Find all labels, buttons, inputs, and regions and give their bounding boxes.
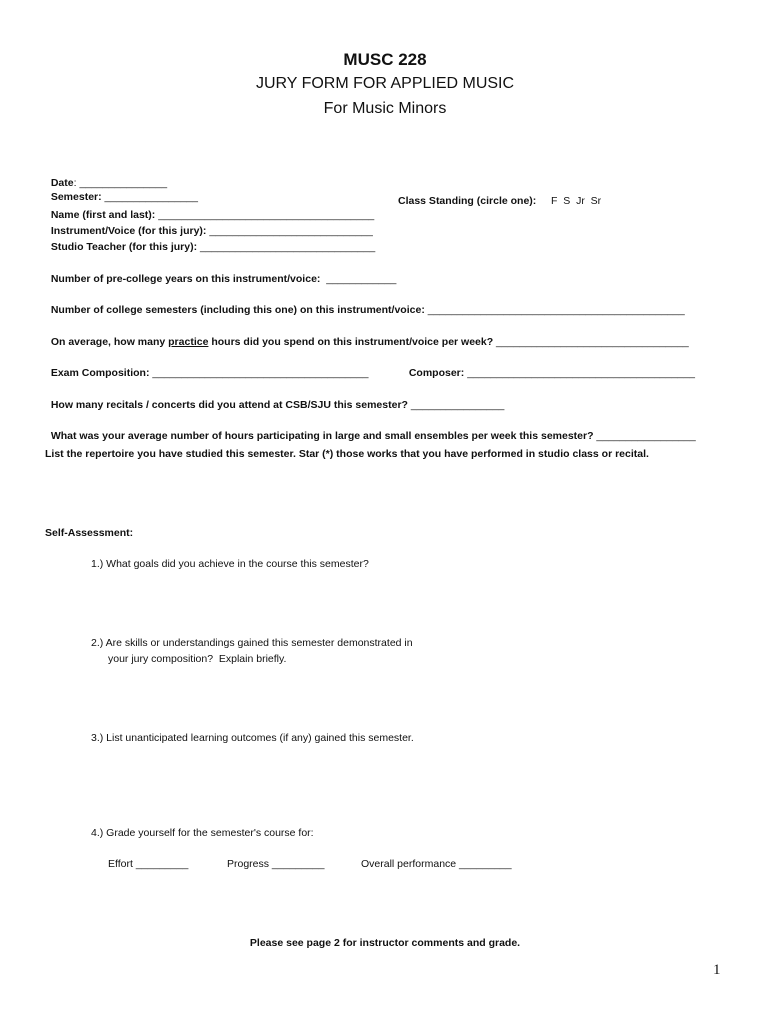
practice-prefix: On average, how many xyxy=(50,336,169,348)
practice-row xyxy=(45,321,689,349)
precollege-label: Number of pre-college years on this instrument/voice: xyxy=(50,273,321,285)
practice-field[interactable]: _________________________________ xyxy=(493,336,689,348)
class-standing-options[interactable]: F S Jr Sr xyxy=(551,195,602,207)
semester-field[interactable]: ________________ xyxy=(101,191,198,203)
recitals-field[interactable]: ________________ xyxy=(407,399,505,411)
exam-composition-label: Exam Composition: xyxy=(50,367,150,379)
precollege-row xyxy=(45,258,396,286)
composer-label: Composer: xyxy=(408,367,465,379)
repertoire-instructions: List the repertoire you have studied this semester. Star (*) those works that you have performed in studio class or recital. xyxy=(45,448,649,460)
question-3-answer-area[interactable] xyxy=(91,748,721,818)
ensembles-field[interactable]: _________________ xyxy=(593,430,696,442)
question-2-answer-area[interactable] xyxy=(91,670,721,726)
class-standing-label: Class Standing (circle one): xyxy=(398,195,537,207)
precollege-field[interactable]: ____________ xyxy=(320,273,397,285)
name-label: Name (first and last): xyxy=(50,209,156,221)
composer-row xyxy=(403,352,695,380)
college-semesters-label: Number of college semesters (including this one) on this instrument/voice: xyxy=(50,304,425,316)
page-number: 1 xyxy=(713,962,721,978)
ensembles-row xyxy=(45,415,696,443)
form-title: JURY FORM FOR APPLIED MUSIC xyxy=(255,75,515,92)
practice-suffix: hours did you spend on this instrument/voice per week? xyxy=(208,336,494,348)
question-4: 4.) Grade yourself for the semester's course for: xyxy=(91,827,314,839)
exam-composition-row xyxy=(45,352,368,380)
recitals-label: How many recitals / concerts did you attend at CSB/SJU this semester? xyxy=(50,399,408,411)
instrument-label: Instrument/Voice (for this jury): xyxy=(50,225,207,237)
studio-teacher-row xyxy=(45,226,375,254)
practice-word: practice xyxy=(168,336,209,348)
question-3: 3.) List unanticipated learning outcomes (if any) gained this semester. xyxy=(91,732,414,744)
instrument-field[interactable]: ____________________________ xyxy=(206,225,373,237)
footer-note: Please see page 2 for instructor comments and grade. xyxy=(249,937,521,949)
course-code: MUSC 228 xyxy=(343,50,427,69)
question-2-line-2: your jury composition? Explain briefly. xyxy=(108,653,287,665)
recitals-row xyxy=(45,384,504,412)
name-field[interactable]: _____________________________________ xyxy=(155,209,375,221)
self-assessment-heading: Self-Assessment: xyxy=(45,527,134,539)
repertoire-answer-area[interactable] xyxy=(45,464,725,516)
effort-grade-field[interactable]: Effort _________ xyxy=(108,858,189,870)
question-1: 1.) What goals did you achieve in the course this semester? xyxy=(91,558,369,570)
date-field[interactable]: : _______________ xyxy=(73,177,168,189)
question-2-line-1: 2.) Are skills or understandings gained this semester demonstrated in xyxy=(91,637,413,649)
ensembles-label: What was your average number of hours participating in large and small ensembles per week this semester? xyxy=(50,430,594,442)
progress-grade-field[interactable]: Progress _________ xyxy=(227,858,325,870)
overall-performance-grade-field[interactable]: Overall performance _________ xyxy=(361,858,512,870)
question-1-answer-area[interactable] xyxy=(91,574,721,630)
form-subtitle: For Music Minors xyxy=(323,100,447,117)
date-label: Date xyxy=(50,177,74,189)
exam-composition-field[interactable]: _____________________________________ xyxy=(149,367,369,379)
semester-label: Semester: xyxy=(50,191,102,203)
college-semesters-row xyxy=(45,289,685,317)
college-semesters-field[interactable]: ____________________________________________ xyxy=(424,304,685,316)
studio-teacher-label: Studio Teacher (for this jury): xyxy=(50,241,198,253)
composer-field[interactable]: _______________________________________ xyxy=(464,367,695,379)
studio-teacher-field[interactable]: ______________________________ xyxy=(197,241,376,253)
